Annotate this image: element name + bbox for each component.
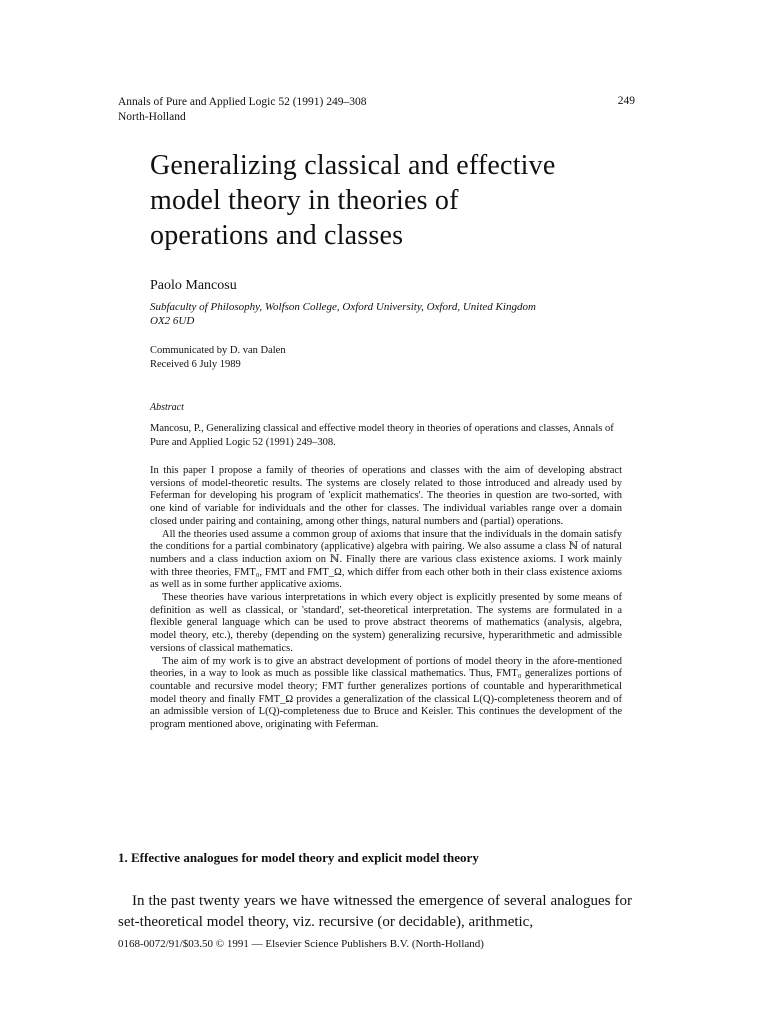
received-date: Received 6 July 1989 (150, 359, 241, 370)
affiliation-line: Subfaculty of Philosophy, Wolfson College, Oxford University, Oxford, United Kingdom (150, 301, 536, 313)
abstract-paragraph: These theories have various interpretations in which every object is explicitly presented by some means of definition as well as classical, or 'standard', set-theoretical interpretation. The systems are formulated in a flexible general language which can be used to prove abstract theorems of mathematics (analysis, algebra, model theory, etc.), thereby (depending on the system) generalizing recursive, hyperarithmetic and admissible versions of classical mathematics. (150, 592, 622, 654)
body-paragraph: In the past twenty years we have witnessed the emergence of several analogues for set-theoretical model theory, viz. recursive (or decidable), arithmetic, (118, 893, 632, 930)
title-line: operations and classes (150, 220, 404, 251)
page-number: 249 (617, 95, 635, 107)
title-line: model theory in theories of (150, 185, 459, 216)
paper-title (150, 148, 670, 253)
journal-citation: Annals of Pure and Applied Logic 52 (1991) 249–308 (118, 96, 367, 108)
abstract-heading: Abstract (150, 402, 184, 413)
abstract-paragraph: All the theories used assume a common group of axioms that insure that the individuals in the domain satisfy the conditions for a partial combinatory (applicative) algebra with pairing. We also assume a class ℕ of natural numbers and a class induction axiom on ℕ. Finally there are various class existence axioms. I work mainly with three theories, FMT₀, FMT and FMT_Ω, which differ from each other both in their class existence axioms as well as in some further applicative axioms. (150, 528, 622, 591)
affiliation-postcode: OX2 6UD (150, 315, 195, 327)
abstract-paragraph: The aim of my work is to give an abstract development of portions of model theory in the afore-mentioned theories, in a way to look as much as possible like classical mathematics. Thus, FMT₀ generalizes portions of countable and recursive model theory; FMT further generalizes portions of countable and hyperarithmetical model theory and finally FMT_Ω provides a generalization of the classical L(Q)-completeness theorem and of an admissible version of L(Q)-completeness due to Bruce and Keisler. This continues the development of the program mentioned above, originating with Feferman. (150, 655, 622, 731)
abstract-reference: Mancosu, P., Generalizing classical and effective model theory in theories of operations and classes, Annals of Pure and Applied Logic 52 (1991) 249–308. (150, 423, 614, 448)
publisher-name: North-Holland (118, 111, 186, 123)
section-heading: 1. Effective analogues for model theory and explicit model theory (118, 850, 479, 865)
copyright-footer: 0168-0072/91/$03.50 © 1991 — Elsevier Science Publishers B.V. (North-Holland) (118, 938, 484, 950)
communicated-by: Communicated by D. van Dalen (150, 345, 286, 356)
abstract-body (150, 465, 622, 732)
affiliation (150, 300, 620, 328)
title-line: Generalizing classical and effective (150, 150, 556, 181)
abstract-paragraph: In this paper I propose a family of theories of operations and classes with the aim of developing abstract versions of model-theoretic results. The systems are closely related to those introduced and already used by Feferman for developing his program of 'explicit mathematics'. The theories in question are two-sorted, with one kind of variable for individuals and the other for classes. The individual variables range over a domain closed under pairing and containing, among other things, natural numbers and (partial) operations. (150, 465, 622, 527)
section-body (118, 891, 632, 933)
author-name: Paolo Mancosu (150, 278, 237, 293)
